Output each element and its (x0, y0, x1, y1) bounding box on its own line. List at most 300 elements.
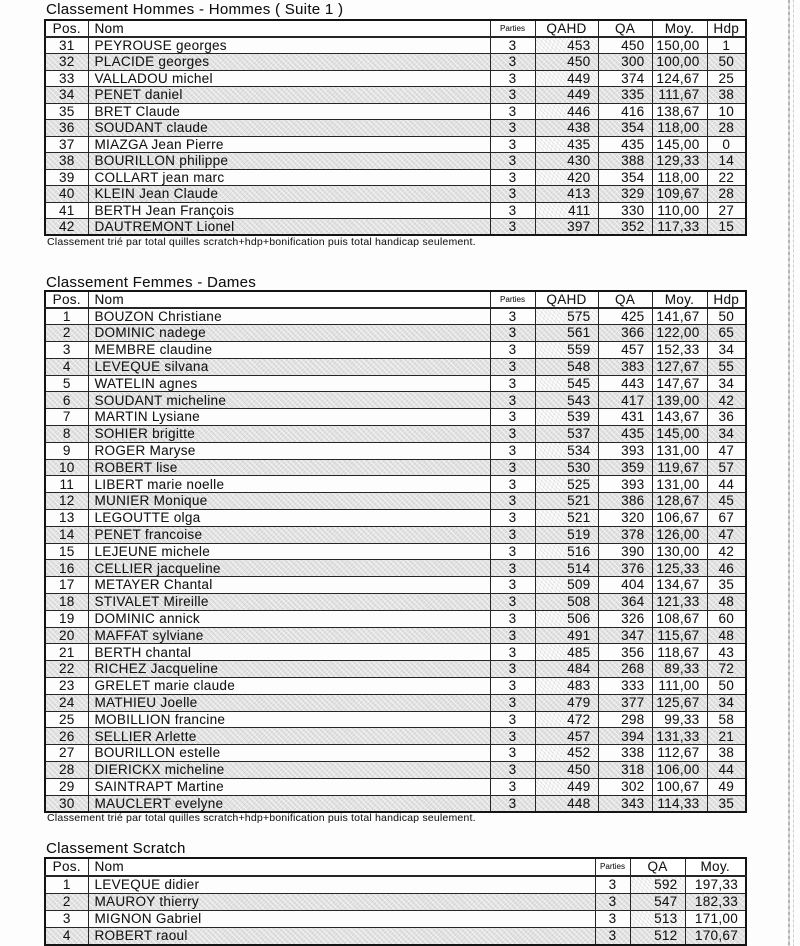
table-row (45, 392, 746, 409)
pos-cell: 13 (45, 510, 88, 527)
qa-cell: 374 (598, 70, 652, 87)
parties-cell: 3 (595, 876, 630, 893)
column-header-qahd: QAHD (535, 20, 598, 37)
moy-cell: 99,33 (652, 711, 707, 728)
nom-cell: ROGER Maryse (88, 442, 490, 459)
parties-cell: 3 (490, 577, 535, 594)
qahd-cell: 411 (535, 202, 598, 219)
qahd-cell: 430 (535, 153, 598, 170)
table-row (45, 87, 746, 104)
moy-cell: 117,33 (652, 219, 707, 236)
moy-cell: 126,00 (652, 526, 707, 543)
qahd-cell: 530 (535, 459, 598, 476)
pos-cell: 35 (45, 103, 88, 120)
parties-cell: 3 (490, 70, 535, 87)
pos-cell: 36 (45, 120, 88, 137)
table-row (45, 442, 746, 459)
pos-cell: 5 (45, 375, 88, 392)
qa-cell: 359 (598, 459, 652, 476)
moy-cell: 145,00 (652, 136, 707, 153)
pos-cell: 12 (45, 493, 88, 510)
table-row (45, 153, 746, 170)
table-row (45, 476, 746, 493)
table-row (45, 409, 746, 426)
hdp-cell: 38 (707, 87, 746, 104)
parties-cell: 3 (490, 745, 535, 762)
pos-cell: 28 (45, 762, 88, 779)
pos-cell: 31 (45, 37, 88, 54)
nom-cell: BERTH chantal (88, 644, 490, 661)
table-row (45, 120, 746, 137)
hdp-cell: 45 (707, 493, 746, 510)
column-header-nom: Nom (88, 20, 490, 37)
moy-cell: 128,67 (652, 493, 707, 510)
qa-cell: 450 (598, 37, 652, 54)
nom-cell: MOBILLION francine (88, 711, 490, 728)
table-row (45, 694, 746, 711)
qa-cell: 416 (598, 103, 652, 120)
section-title-hommes-suite-1: Classement Hommes - Hommes ( Suite 1 ) (46, 1, 344, 18)
qahd-cell: 561 (535, 325, 598, 342)
hdp-cell: 44 (707, 476, 746, 493)
hdp-cell: 28 (707, 186, 746, 203)
header-row (45, 858, 746, 876)
moy-cell: 125,67 (652, 694, 707, 711)
parties-cell: 3 (490, 526, 535, 543)
column-header-moy: Moy. (685, 858, 746, 876)
parties-cell: 3 (595, 893, 630, 910)
table-row (45, 577, 746, 594)
parties-cell: 3 (490, 476, 535, 493)
table-row (45, 493, 746, 510)
table-row (45, 627, 746, 644)
parties-cell: 3 (490, 87, 535, 104)
nom-cell: PEYROUSE georges (88, 37, 490, 54)
parties-cell: 3 (490, 627, 535, 644)
hdp-cell: 34 (707, 342, 746, 359)
table-row (45, 526, 746, 543)
table-row (45, 661, 746, 678)
column-header-parties: Parties (595, 858, 630, 876)
pos-cell: 40 (45, 186, 88, 203)
qahd-cell: 413 (535, 186, 598, 203)
pos-cell: 4 (45, 358, 88, 375)
nom-cell: WATELIN agnes (88, 375, 490, 392)
table-row (45, 136, 746, 153)
qahd-cell: 508 (535, 594, 598, 611)
parties-cell: 3 (490, 153, 535, 170)
qahd-cell: 521 (535, 510, 598, 527)
parties-cell: 3 (595, 928, 630, 945)
nom-cell: CELLIER jacqueline (88, 560, 490, 577)
hdp-cell: 28 (707, 120, 746, 137)
moy-cell: 118,67 (652, 644, 707, 661)
moy-cell: 111,67 (652, 87, 707, 104)
table-row (45, 186, 746, 203)
qahd-cell: 509 (535, 577, 598, 594)
qa-cell: 329 (598, 186, 652, 203)
moy-cell: 139,00 (652, 392, 707, 409)
nom-cell: DOMINIC nadege (88, 325, 490, 342)
qahd-cell: 449 (535, 70, 598, 87)
parties-cell: 3 (490, 136, 535, 153)
table-row (45, 37, 746, 54)
column-header-moy: Moy. (652, 291, 707, 308)
table-row (45, 910, 746, 927)
qahd-cell: 537 (535, 426, 598, 443)
pos-cell: 15 (45, 543, 88, 560)
nom-cell: LEVEQUE silvana (88, 358, 490, 375)
qa-cell: 417 (598, 392, 652, 409)
table-row (45, 610, 746, 627)
pos-cell: 18 (45, 594, 88, 611)
hdp-cell: 25 (707, 70, 746, 87)
scan-edge-artifact-line (788, 0, 790, 946)
parties-cell: 3 (490, 103, 535, 120)
moy-cell: 145,00 (652, 426, 707, 443)
table-row (45, 54, 746, 71)
section-title-femmes-dames: Classement Femmes - Dames (46, 274, 257, 291)
qa-cell: 435 (598, 136, 652, 153)
hdp-cell: 35 (707, 795, 746, 812)
qa-cell: 302 (598, 778, 652, 795)
qahd-cell: 438 (535, 120, 598, 137)
moy-cell: 114,33 (652, 795, 707, 812)
parties-cell: 3 (490, 493, 535, 510)
pos-cell: 25 (45, 711, 88, 728)
parties-cell: 3 (490, 169, 535, 186)
qahd-cell: 516 (535, 543, 598, 560)
table-row (45, 644, 746, 661)
moy-cell: 130,00 (652, 543, 707, 560)
pos-cell: 26 (45, 728, 88, 745)
qa-cell: 298 (598, 711, 652, 728)
qahd-cell: 446 (535, 103, 598, 120)
table-row (45, 103, 746, 120)
parties-cell: 3 (595, 910, 630, 927)
qa-cell: 383 (598, 358, 652, 375)
qa-cell: 356 (598, 644, 652, 661)
pos-cell: 10 (45, 459, 88, 476)
moy-cell: 118,00 (652, 120, 707, 137)
qahd-cell: 534 (535, 442, 598, 459)
qa-cell: 513 (630, 910, 685, 927)
table-row (45, 459, 746, 476)
moy-cell: 111,00 (652, 678, 707, 695)
nom-cell: DIERICKX micheline (88, 762, 490, 779)
nom-cell: PENET daniel (88, 87, 490, 104)
parties-cell: 3 (490, 644, 535, 661)
column-header-qahd: QAHD (535, 291, 598, 308)
parties-cell: 3 (490, 325, 535, 342)
qahd-cell: 548 (535, 358, 598, 375)
pos-cell: 9 (45, 442, 88, 459)
nom-cell: MUNIER Monique (88, 493, 490, 510)
hdp-cell: 21 (707, 728, 746, 745)
nom-cell: SELLIER Arlette (88, 728, 490, 745)
parties-cell: 3 (490, 728, 535, 745)
qa-cell: 377 (598, 694, 652, 711)
qa-cell: 404 (598, 577, 652, 594)
qahd-cell: 453 (535, 37, 598, 54)
hdp-cell: 43 (707, 644, 746, 661)
qa-cell: 393 (598, 442, 652, 459)
parties-cell: 3 (490, 442, 535, 459)
header-row (45, 20, 746, 37)
moy-cell: 152,33 (652, 342, 707, 359)
hdp-cell: 72 (707, 661, 746, 678)
qahd-cell: 506 (535, 610, 598, 627)
hdp-cell: 55 (707, 358, 746, 375)
hdp-cell: 50 (707, 308, 746, 325)
qahd-cell: 519 (535, 526, 598, 543)
table-row (45, 70, 746, 87)
nom-cell: BRET Claude (88, 103, 490, 120)
hdp-cell: 42 (707, 392, 746, 409)
nom-cell: SOUDANT micheline (88, 392, 490, 409)
qa-cell: 326 (598, 610, 652, 627)
nom-cell: DAUTREMONT Lionel (88, 219, 490, 236)
qa-cell: 318 (598, 762, 652, 779)
table-row (45, 560, 746, 577)
qahd-cell: 483 (535, 678, 598, 695)
moy-cell: 109,67 (652, 186, 707, 203)
hdp-cell: 38 (707, 745, 746, 762)
pos-cell: 20 (45, 627, 88, 644)
table-row (45, 795, 746, 812)
parties-cell: 3 (490, 392, 535, 409)
column-header-pos: Pos. (45, 20, 88, 37)
qahd-cell: 545 (535, 375, 598, 392)
pos-cell: 41 (45, 202, 88, 219)
pos-cell: 2 (45, 893, 88, 910)
sort-criteria-note-femmes: Classement trié par total quilles scratch+hdp+bonification puis total handicap seulement. (47, 812, 476, 824)
table-row (45, 169, 746, 186)
nom-cell: BOUZON Christiane (88, 308, 490, 325)
femmes-ranking-table (44, 290, 747, 813)
parties-cell: 3 (490, 678, 535, 695)
table-row (45, 728, 746, 745)
qa-cell: 393 (598, 476, 652, 493)
moy-cell: 121,33 (652, 594, 707, 611)
parties-cell: 3 (490, 459, 535, 476)
nom-cell: SAINTRAPT Martine (88, 778, 490, 795)
nom-cell: MATHIEU Joelle (88, 694, 490, 711)
nom-cell: GRELET marie claude (88, 678, 490, 695)
parties-cell: 3 (490, 426, 535, 443)
moy-cell: 118,00 (652, 169, 707, 186)
moy-cell: 106,00 (652, 762, 707, 779)
nom-cell: BOURILLON estelle (88, 745, 490, 762)
moy-cell: 147,67 (652, 375, 707, 392)
qa-cell: 388 (598, 153, 652, 170)
nom-cell: MIAZGA Jean Pierre (88, 136, 490, 153)
table-row (45, 375, 746, 392)
moy-cell: 143,67 (652, 409, 707, 426)
nom-cell: METAYER Chantal (88, 577, 490, 594)
column-header-qa: QA (598, 291, 652, 308)
moy-cell: 129,33 (652, 153, 707, 170)
hdp-cell: 60 (707, 610, 746, 627)
qahd-cell: 457 (535, 728, 598, 745)
qa-cell: 443 (598, 375, 652, 392)
qa-cell: 512 (630, 928, 685, 945)
parties-cell: 3 (490, 560, 535, 577)
qahd-cell: 525 (535, 476, 598, 493)
qa-cell: 347 (598, 627, 652, 644)
nom-cell: PLACIDE georges (88, 54, 490, 71)
column-header-hdp: Hdp (707, 20, 746, 37)
parties-cell: 3 (490, 795, 535, 812)
hdp-cell: 49 (707, 778, 746, 795)
hdp-cell: 42 (707, 543, 746, 560)
qa-cell: 376 (598, 560, 652, 577)
moy-cell: 110,00 (652, 202, 707, 219)
hdp-cell: 34 (707, 426, 746, 443)
moy-cell: 171,00 (685, 910, 746, 927)
hdp-cell: 67 (707, 510, 746, 527)
nom-cell: LIBERT marie noelle (88, 476, 490, 493)
qa-cell: 592 (630, 876, 685, 893)
pos-cell: 17 (45, 577, 88, 594)
qa-cell: 333 (598, 678, 652, 695)
table-row (45, 762, 746, 779)
qahd-cell: 521 (535, 493, 598, 510)
pos-cell: 14 (45, 526, 88, 543)
nom-cell: MAFFAT sylviane (88, 627, 490, 644)
nom-cell: KLEIN Jean Claude (88, 186, 490, 203)
scan-edge-artifact-line-faint (793, 0, 794, 946)
pos-cell: 4 (45, 928, 88, 945)
pos-cell: 11 (45, 476, 88, 493)
moy-cell: 138,67 (652, 103, 707, 120)
hdp-cell: 0 (707, 136, 746, 153)
parties-cell: 3 (490, 778, 535, 795)
qahd-cell: 452 (535, 745, 598, 762)
parties-cell: 3 (490, 186, 535, 203)
qa-cell: 435 (598, 426, 652, 443)
moy-cell: 106,67 (652, 510, 707, 527)
qahd-cell: 450 (535, 762, 598, 779)
moy-cell: 131,00 (652, 476, 707, 493)
nom-cell: PENET francoise (88, 526, 490, 543)
nom-cell: MAUROY thierry (88, 893, 595, 910)
nom-cell: MEMBRE claudine (88, 342, 490, 359)
pos-cell: 1 (45, 876, 88, 893)
table-row (45, 876, 746, 893)
qahd-cell: 450 (535, 54, 598, 71)
pos-cell: 32 (45, 54, 88, 71)
moy-cell: 125,33 (652, 560, 707, 577)
table-row (45, 928, 746, 945)
section-title-scratch: Classement Scratch (46, 840, 186, 857)
qahd-cell: 491 (535, 627, 598, 644)
nom-cell: ROBERT lise (88, 459, 490, 476)
qahd-cell: 472 (535, 711, 598, 728)
nom-cell: STIVALET Mireille (88, 594, 490, 611)
parties-cell: 3 (490, 342, 535, 359)
hdp-cell: 34 (707, 694, 746, 711)
moy-cell: 197,33 (685, 876, 746, 893)
qa-cell: 352 (598, 219, 652, 236)
moy-cell: 134,67 (652, 577, 707, 594)
table-row (45, 325, 746, 342)
moy-cell: 108,67 (652, 610, 707, 627)
qa-cell: 343 (598, 795, 652, 812)
parties-cell: 3 (490, 219, 535, 236)
qa-cell: 378 (598, 526, 652, 543)
pos-cell: 39 (45, 169, 88, 186)
parties-cell: 3 (490, 543, 535, 560)
pos-cell: 30 (45, 795, 88, 812)
nom-cell: LEVEQUE didier (88, 876, 595, 893)
qa-cell: 394 (598, 728, 652, 745)
nom-cell: BERTH Jean François (88, 202, 490, 219)
parties-cell: 3 (490, 358, 535, 375)
hdp-cell: 58 (707, 711, 746, 728)
qa-cell: 364 (598, 594, 652, 611)
hdp-cell: 36 (707, 409, 746, 426)
qahd-cell: 484 (535, 661, 598, 678)
nom-cell: DOMINIC annick (88, 610, 490, 627)
table-row (45, 219, 746, 236)
nom-cell: MIGNON Gabriel (88, 910, 595, 927)
pos-cell: 42 (45, 219, 88, 236)
hdp-cell: 44 (707, 762, 746, 779)
qa-cell: 425 (598, 308, 652, 325)
hdp-cell: 50 (707, 54, 746, 71)
parties-cell: 3 (490, 510, 535, 527)
table-row (45, 778, 746, 795)
table-row (45, 358, 746, 375)
parties-cell: 3 (490, 711, 535, 728)
nom-cell: VALLADOU michel (88, 70, 490, 87)
qa-cell: 390 (598, 543, 652, 560)
parties-cell: 3 (490, 409, 535, 426)
column-header-nom: Nom (88, 291, 490, 308)
pos-cell: 27 (45, 745, 88, 762)
qa-cell: 354 (598, 120, 652, 137)
pos-cell: 24 (45, 694, 88, 711)
qahd-cell: 449 (535, 87, 598, 104)
pos-cell: 6 (45, 392, 88, 409)
nom-cell: SOUDANT claude (88, 120, 490, 137)
pos-cell: 38 (45, 153, 88, 170)
pos-cell: 8 (45, 426, 88, 443)
column-header-qa: QA (630, 858, 685, 876)
table-row (45, 510, 746, 527)
qa-cell: 547 (630, 893, 685, 910)
nom-cell: ROBERT raoul (88, 928, 595, 945)
hdp-cell: 50 (707, 678, 746, 695)
table-row (45, 308, 746, 325)
nom-cell: SOHIER brigitte (88, 426, 490, 443)
hdp-cell: 10 (707, 103, 746, 120)
table-row (45, 711, 746, 728)
table-row (45, 342, 746, 359)
pos-cell: 33 (45, 70, 88, 87)
hdp-cell: 14 (707, 153, 746, 170)
column-header-pos: Pos. (45, 291, 88, 308)
moy-cell: 124,67 (652, 70, 707, 87)
pos-cell: 7 (45, 409, 88, 426)
qa-cell: 431 (598, 409, 652, 426)
pos-cell: 29 (45, 778, 88, 795)
table-row (45, 745, 746, 762)
hdp-cell: 46 (707, 560, 746, 577)
hdp-cell: 1 (707, 37, 746, 54)
moy-cell: 131,00 (652, 442, 707, 459)
